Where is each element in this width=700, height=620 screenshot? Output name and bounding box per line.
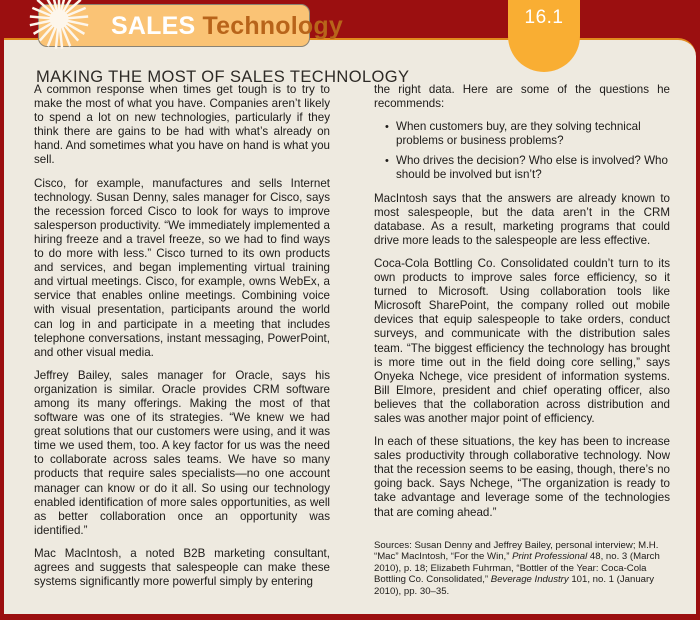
paragraph: MacIntosh says that the answers are already known to most salespeople, but the data aren’t in the CRM database. As a result, marketing programs that could drive more leads to the salespeople are less effective. xyxy=(374,191,670,247)
section-tab-title-word1: SALES xyxy=(111,12,196,40)
section-tab-title xyxy=(111,12,343,41)
question-list xyxy=(374,120,670,182)
paragraph: Mac MacIntosh, a noted B2B marketing consultant, agrees and suggests that salespeople can make these systems significantly more powerful simply by entering xyxy=(34,546,330,589)
paragraph: Jeffrey Bailey, sales manager for Oracle, says his organization is similar. Oracle provides CRM software among its many offerings. Making the most of that software was one of its strategies. “We knew we had great solutions that our customers were using, and it was time we used them, too. A key factor for us was the need to collaborate across sales teams. We have so many products that require sales specialists—no one account manager can know or do it all. So using our technology enabled identification of more sales opportunities, as well as better collaboration once an opportunity was identified.” xyxy=(34,368,330,537)
sources-text-part3: 101, no. 1 (January 2010), pp. 30–35. xyxy=(374,574,655,597)
paragraph: Cisco, for example, manufactures and sells Internet technology. Susan Denny, sales manager for Cisco, says the recession forced Cisco to look for ways to improve salesperson productivity. “We immediately implemented a hiring freeze and a travel freeze, so we had to find ways to do more with less.” Cisco turned to its own products and services, and began implementing virtual training and virtual meetings. Cisco, for example, owns WebEx, a service that enables online meetings. Combining voice with visual presentation, participants around the world can log in and participate in a meeting that includes telephone conversations, instant messaging, PowerPoint, and other visual media. xyxy=(34,176,330,359)
right-column xyxy=(374,83,670,613)
list-item xyxy=(387,154,670,182)
sources-italic-title-1: Print Professional xyxy=(512,551,588,563)
paragraph: In each of these situations, the key has been to increase sales productivity through collaborative technology. Now that the recession seems to be easing, though, there’s no going back. Says Nchege, “The organization is ready to take advantage and leverage some of the technologies that are coming ahead.” xyxy=(374,435,670,519)
starburst-icon xyxy=(28,0,90,50)
sources-text-part2: 48, no. 3 (March 2010), p. 18; Elizabeth Fuhrman, “Bottler of the Year: Coca-Cola Bottling Co. Consolidated,” xyxy=(374,551,660,586)
page-title: MAKING THE MOST OF SALES TECHNOLOGY xyxy=(36,68,410,87)
two-column-body xyxy=(34,83,670,613)
left-column xyxy=(34,83,330,613)
paragraph: Coca-Cola Bottling Co. Consolidated couldn’t turn to its own products to improve sales force efficiency, so it turned to Microsoft. Using collaboration tools like Microsoft SharePoint, the company rolled out mobile devices that equip salespeople to take orders, conduct surveys, and communicate with the distribution sales team. “The biggest efficiency the technology has brought is more time out in the field doing core selling,” says Onyeka Nchege, vice president of information systems. Bill Elmore, president and chief operating officer, also believes that the collaboration across distribution and sales was another major point of efficiency. xyxy=(374,256,670,425)
bullet-icon: • xyxy=(385,121,389,134)
section-tab-title-word2: Technology xyxy=(202,12,343,40)
chapter-number-label: 16.1 xyxy=(524,7,564,28)
list-item-label: Who drives the decision? Who else is involved? Who should be involved but isn’t? xyxy=(396,154,668,182)
paragraph: A common response when times get tough is to try to make the most of what you have. Companies aren’t likely to spend a lot on new technologies, particularly if they think there are gains to be had with what’s already on hand. And sometimes what you have on hand is what you sell. xyxy=(34,83,330,167)
chapter-number-badge xyxy=(508,0,580,72)
content-panel xyxy=(4,38,696,614)
sources-note xyxy=(374,540,670,598)
list-item xyxy=(387,120,670,148)
sources-text-part1: Sources: Susan Denny and Jeffrey Bailey, personal interview; M.H. “Mac” MacIntosh, “For the Win,” xyxy=(374,539,659,563)
sources-italic-title-2: Beverage Industry xyxy=(490,574,569,586)
list-item-label: When customers buy, are they solving technical problems or business problems? xyxy=(396,120,641,148)
bullet-icon: • xyxy=(385,155,389,168)
paragraph: the right data. Here are some of the questions he recommends: xyxy=(374,83,670,111)
